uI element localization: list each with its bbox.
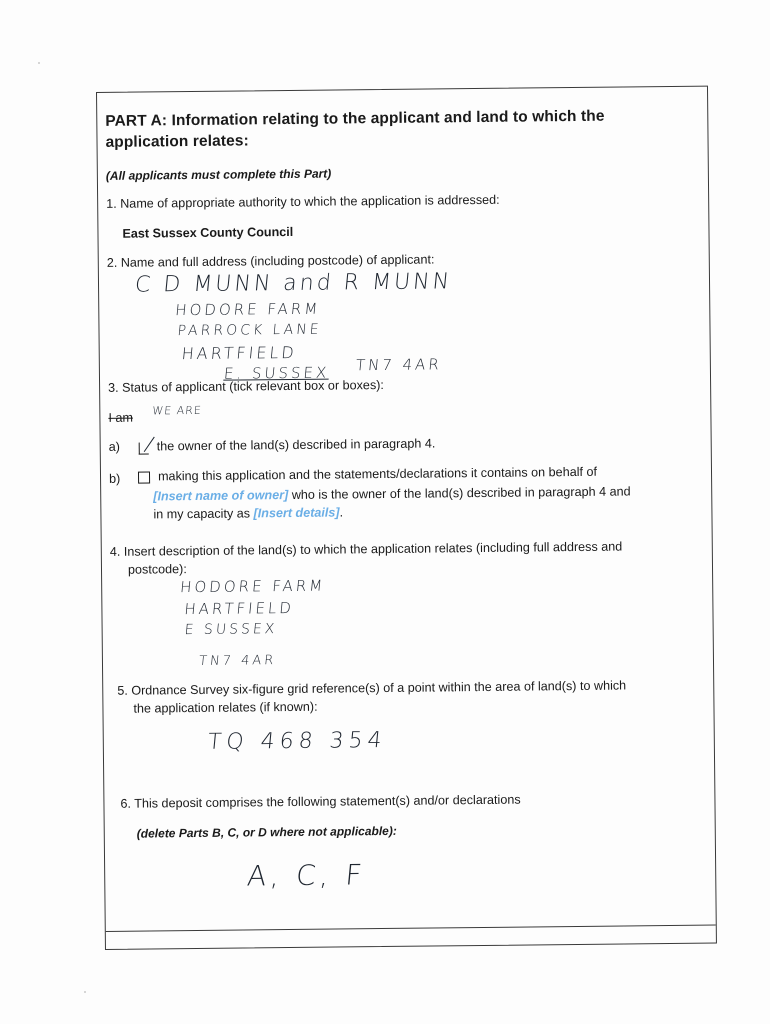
option-a-label: a) — [108, 439, 120, 454]
scan-speck — [38, 62, 40, 64]
part-a-form-box — [96, 86, 717, 950]
option-b-line3-end: . — [339, 505, 344, 520]
handwritten-applicant-town: HARTFIELD — [180, 342, 298, 364]
handwritten-applicant-farm: HODORE FARM — [174, 299, 322, 320]
handwritten-we-are: WE ARE — [151, 403, 203, 418]
handwritten-land-town: HARTFIELD — [183, 598, 295, 619]
option-b-label: b) — [108, 471, 121, 486]
option-b-checkbox[interactable] — [138, 471, 150, 483]
handwritten-applicant-names: C D MUNN and R MUNN — [133, 269, 454, 298]
question-2-label: 2. Name and full address (including postcode) of applicant: — [106, 252, 435, 270]
option-b-line3-text: in my capacity as — [153, 506, 254, 522]
option-b-line2 — [153, 484, 631, 503]
handwritten-land-county: E SUSSEX — [183, 621, 279, 639]
owner-name-placeholder: [Insert name of owner] — [153, 488, 289, 504]
option-b-line1: making this application and the statements/declarations it contains on behalf of — [157, 464, 598, 484]
question-4-label-line2: postcode): — [127, 562, 187, 577]
handwritten-parts-selected: A, C, F — [245, 858, 368, 893]
part-a-title-line1: PART A: Information relating to the applicant and land to which the — [105, 107, 605, 130]
details-placeholder: [Insert details] — [253, 505, 340, 521]
question-6-label: 6. This deposit comprises the following statement(s) and/or declarations — [120, 792, 521, 811]
form-bottom-rule — [106, 925, 716, 932]
question-5-label-line2: the application relates (if known): — [133, 699, 318, 716]
option-a-text: the owner of the land(s) described in paragraph 4. — [156, 436, 436, 454]
handwritten-land-postcode: TN7 4AR — [198, 653, 277, 669]
question-6-instruction: (delete Parts B, C, or D where not applicable): — [136, 823, 397, 841]
handwritten-applicant-lane: PARROCK LANE — [176, 321, 323, 340]
i-am-text: I am — [108, 410, 133, 425]
scan-speck — [84, 991, 86, 993]
question-5-label-line1: 5. Ordnance Survey six-figure grid reference(s) of a point within the area of land(s) to which — [117, 678, 627, 698]
part-a-subtitle: (All applicants must complete this Part) — [105, 166, 332, 183]
authority-name: East Sussex County Council — [122, 224, 294, 241]
option-b-line2-text: who is the owner of the land(s) described in paragraph 4 and — [288, 484, 631, 503]
handwritten-applicant-county: E. SUSSEX — [223, 363, 331, 383]
question-1-label: 1. Name of appropriate authority to which the application is addressed: — [106, 192, 500, 211]
question-4-label-line1: 4. Insert description of the land(s) to which the application relates (including full address and — [109, 539, 623, 559]
handwritten-land-farm: HODORE FARM — [179, 576, 327, 597]
part-a-title-line2: application relates: — [105, 132, 249, 151]
handwritten-applicant-postcode: TN7 4AR — [355, 355, 443, 375]
question-3-label: 3. Status of applicant (tick relevant box or boxes): — [108, 378, 384, 395]
handwritten-grid-reference: TQ 468 354 — [206, 727, 388, 755]
option-b-line3 — [153, 505, 343, 521]
